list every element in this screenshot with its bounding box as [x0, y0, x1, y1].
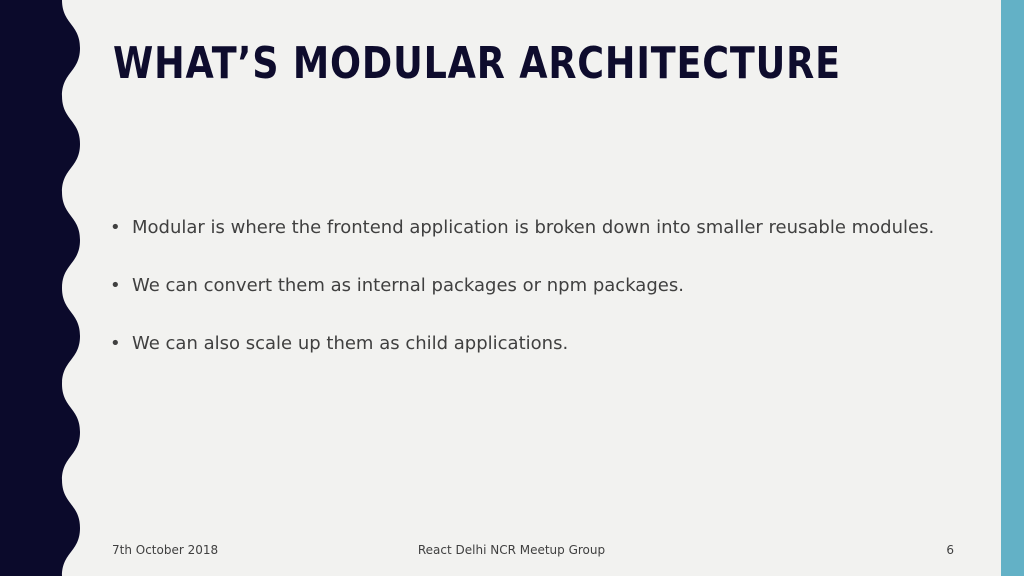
bullet-marker: •: [110, 275, 121, 296]
footer-organization: React Delhi NCR Meetup Group: [417, 543, 606, 557]
bullet-text: We can convert them as internal packages or npm packages.: [132, 275, 684, 296]
bullet-item: [110, 213, 970, 271]
bullet-marker: •: [110, 217, 121, 238]
bullet-marker: •: [110, 333, 121, 354]
bullet-text: Modular is where the frontend application is broken down into smaller reusable modules.: [132, 217, 935, 238]
right-accent-band: [1001, 0, 1024, 576]
slide-title: WHAT’S MODULAR ARCHITECTURE: [113, 38, 841, 89]
slide-page-number: 6: [946, 543, 954, 557]
bullet-item: [110, 271, 970, 329]
wavy-left-border: [0, 0, 90, 576]
bullet-list: [110, 213, 970, 387]
bullet-item: [110, 329, 970, 387]
bullet-text: We can also scale up them as child applications.: [132, 333, 569, 354]
footer-date: 7th October 2018: [112, 543, 219, 557]
